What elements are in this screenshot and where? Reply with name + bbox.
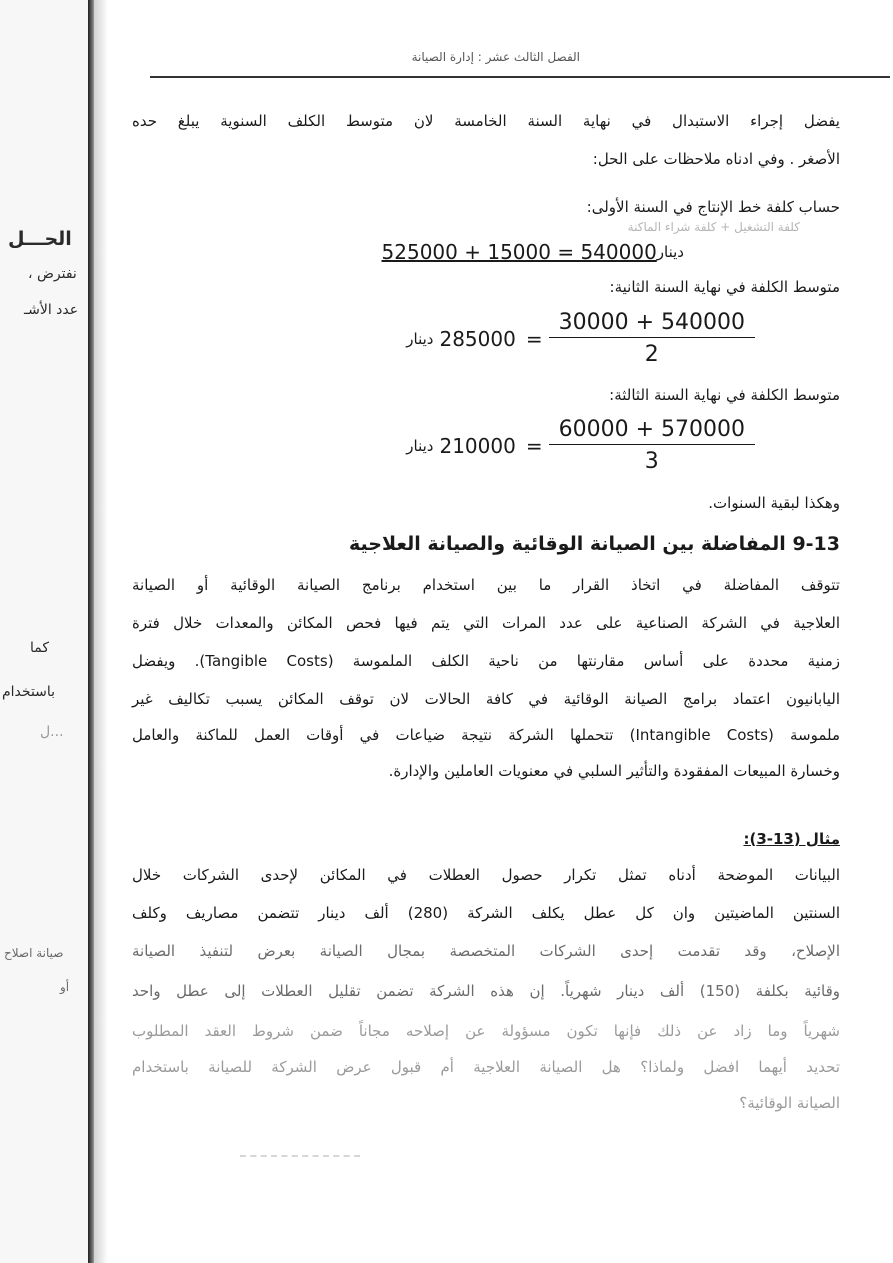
calc2-result: 285000 — [439, 326, 516, 351]
calc3-denominator: 3 — [644, 449, 659, 474]
example-line-4: وقائية بكلفة (150) ألف دينار شهرياً. إن هذه الشركة تضمن تقليل العطلات إلى عطل واحد — [132, 982, 841, 1000]
margin-using-fragment: باستخدام — [2, 684, 56, 700]
adjacent-page-margin — [0, 0, 92, 1263]
margin-hand-fragment: أو — [60, 980, 70, 994]
calc3-fraction — [549, 417, 755, 474]
example-line-3: الإصلاح، وقد تقدمت إحدى الشركات المتخصصة بمجال الصيانة بعرض لتنفيذ الصيانة — [132, 942, 840, 960]
calc3-numerator: 60000 + 570000 — [549, 417, 755, 445]
calc2-equals: = — [525, 326, 543, 351]
example-line-5: شهرياً وما زاد عن ذلك فإنها تكون مسؤولة عن إصلاحه مجاناً ضمن شروط العقد المطلوب — [132, 1022, 840, 1040]
intro-line-2: الأصغر . وفي ادناه ملاحظات على الحل: — [592, 150, 840, 168]
example-label: مثال (13-3): — [743, 830, 840, 848]
calc2-equation — [406, 310, 755, 367]
margin-assume-fragment: نفترض ، — [28, 266, 77, 282]
calc1-equation — [382, 240, 690, 264]
section-line-1: تتوقف المفاضلة في اتخاذ القرار ما بين استخدام برنامج الصيانة الوقائية أو الصيانة — [132, 576, 840, 594]
calc2-label: متوسط الكلفة في نهاية السنة الثانية: — [609, 278, 840, 296]
margin-solution-label: الحـــل — [8, 228, 72, 250]
header-rule — [150, 76, 890, 78]
calc3-unit: دينار — [406, 436, 434, 455]
calc3-result: 210000 — [439, 433, 516, 458]
calc2-numerator: 30000 + 540000 — [549, 310, 755, 338]
section-line-4: اليابانيون اعتماد برامج الصيانة الوقائية في كافة الحالات لان توقف المكائن يسبب تكاليف غير — [132, 690, 840, 708]
handwritten-note: كلفة التشغيل + كلفة شراء الماكنة — [627, 220, 800, 234]
section-line-3: زمنية محددة على أساس مقارنتها من ناحية الكلف الملموسة (Tangible Costs). ويفضل — [132, 652, 841, 670]
calc1-unit: دينار — [656, 243, 684, 261]
scan-smudge — [240, 1155, 360, 1177]
margin-preventive-fragment: صيانة اصلاح — [4, 946, 64, 960]
calc2-fraction — [549, 310, 755, 367]
example-line-2: السنتين الماضيتين وان كل عطل يكلف الشركة (280) ألف دينار تتضمن مصاريف وكلف — [132, 904, 841, 922]
section-line-6: وخسارة المبيعات المفقودة والتأثير السلبي في معنويات العاملين والإدارة. — [388, 762, 840, 780]
calc1-label: حساب كلفة خط الإنتاج في السنة الأولى: — [586, 198, 840, 216]
margin-count-fragment: عدد الأشـ — [24, 302, 79, 318]
calc3-label: متوسط الكلفة في نهاية السنة الثالثة: — [609, 386, 840, 404]
section-title: المفاضلة بين الصيانة الوقائية والصيانة العلاجية — [348, 533, 786, 555]
calc3-equation — [406, 417, 755, 474]
section-number: 9-13 — [792, 533, 840, 555]
section-line-2: العلاجية في الشركة الصناعية على عدد المرات التي يتم فيها فحص المكائن والمعدات خلال فترة — [132, 614, 840, 632]
calc2-unit: دينار — [406, 329, 434, 348]
intro-line-1: يفضل إجراء الاستبدال في نهاية السنة الخامسة لان متوسط الكلف السنوية يبلغ حده — [132, 112, 840, 130]
section-line-5: ملموسة (Intangible Costs) تتحملها الشركة نتيجة ضياعات في أوقات العمل للماكنة والعامل — [132, 726, 840, 744]
document-page — [110, 0, 880, 1263]
calc3-equals: = — [525, 433, 543, 458]
spine-shadow — [94, 0, 108, 1263]
calc1-expression: 525000 + 15000 = 540000 — [381, 240, 657, 264]
rest-years-note: وهكذا لبقية السنوات. — [708, 494, 840, 512]
running-header: الفصل الثالث عشر : إدارة الصيانة — [411, 50, 580, 64]
calc2-denominator: 2 — [644, 342, 659, 367]
margin-line-fragment: ...ل — [40, 724, 64, 740]
example-line-1: البيانات الموضحة أدناه تمثل تكرار حصول العطلات في المكائن لإحدى الشركات خلال — [132, 866, 840, 884]
example-line-7: الصيانة الوقائية؟ — [739, 1094, 840, 1112]
section-heading — [349, 533, 840, 555]
example-line-6: تحديد أيهما افضل ولماذا؟ هل الصيانة العلاجية أم قبول عرض الشركة للصيانة باستخدام — [132, 1058, 840, 1076]
margin-also-fragment: كما — [30, 640, 50, 656]
